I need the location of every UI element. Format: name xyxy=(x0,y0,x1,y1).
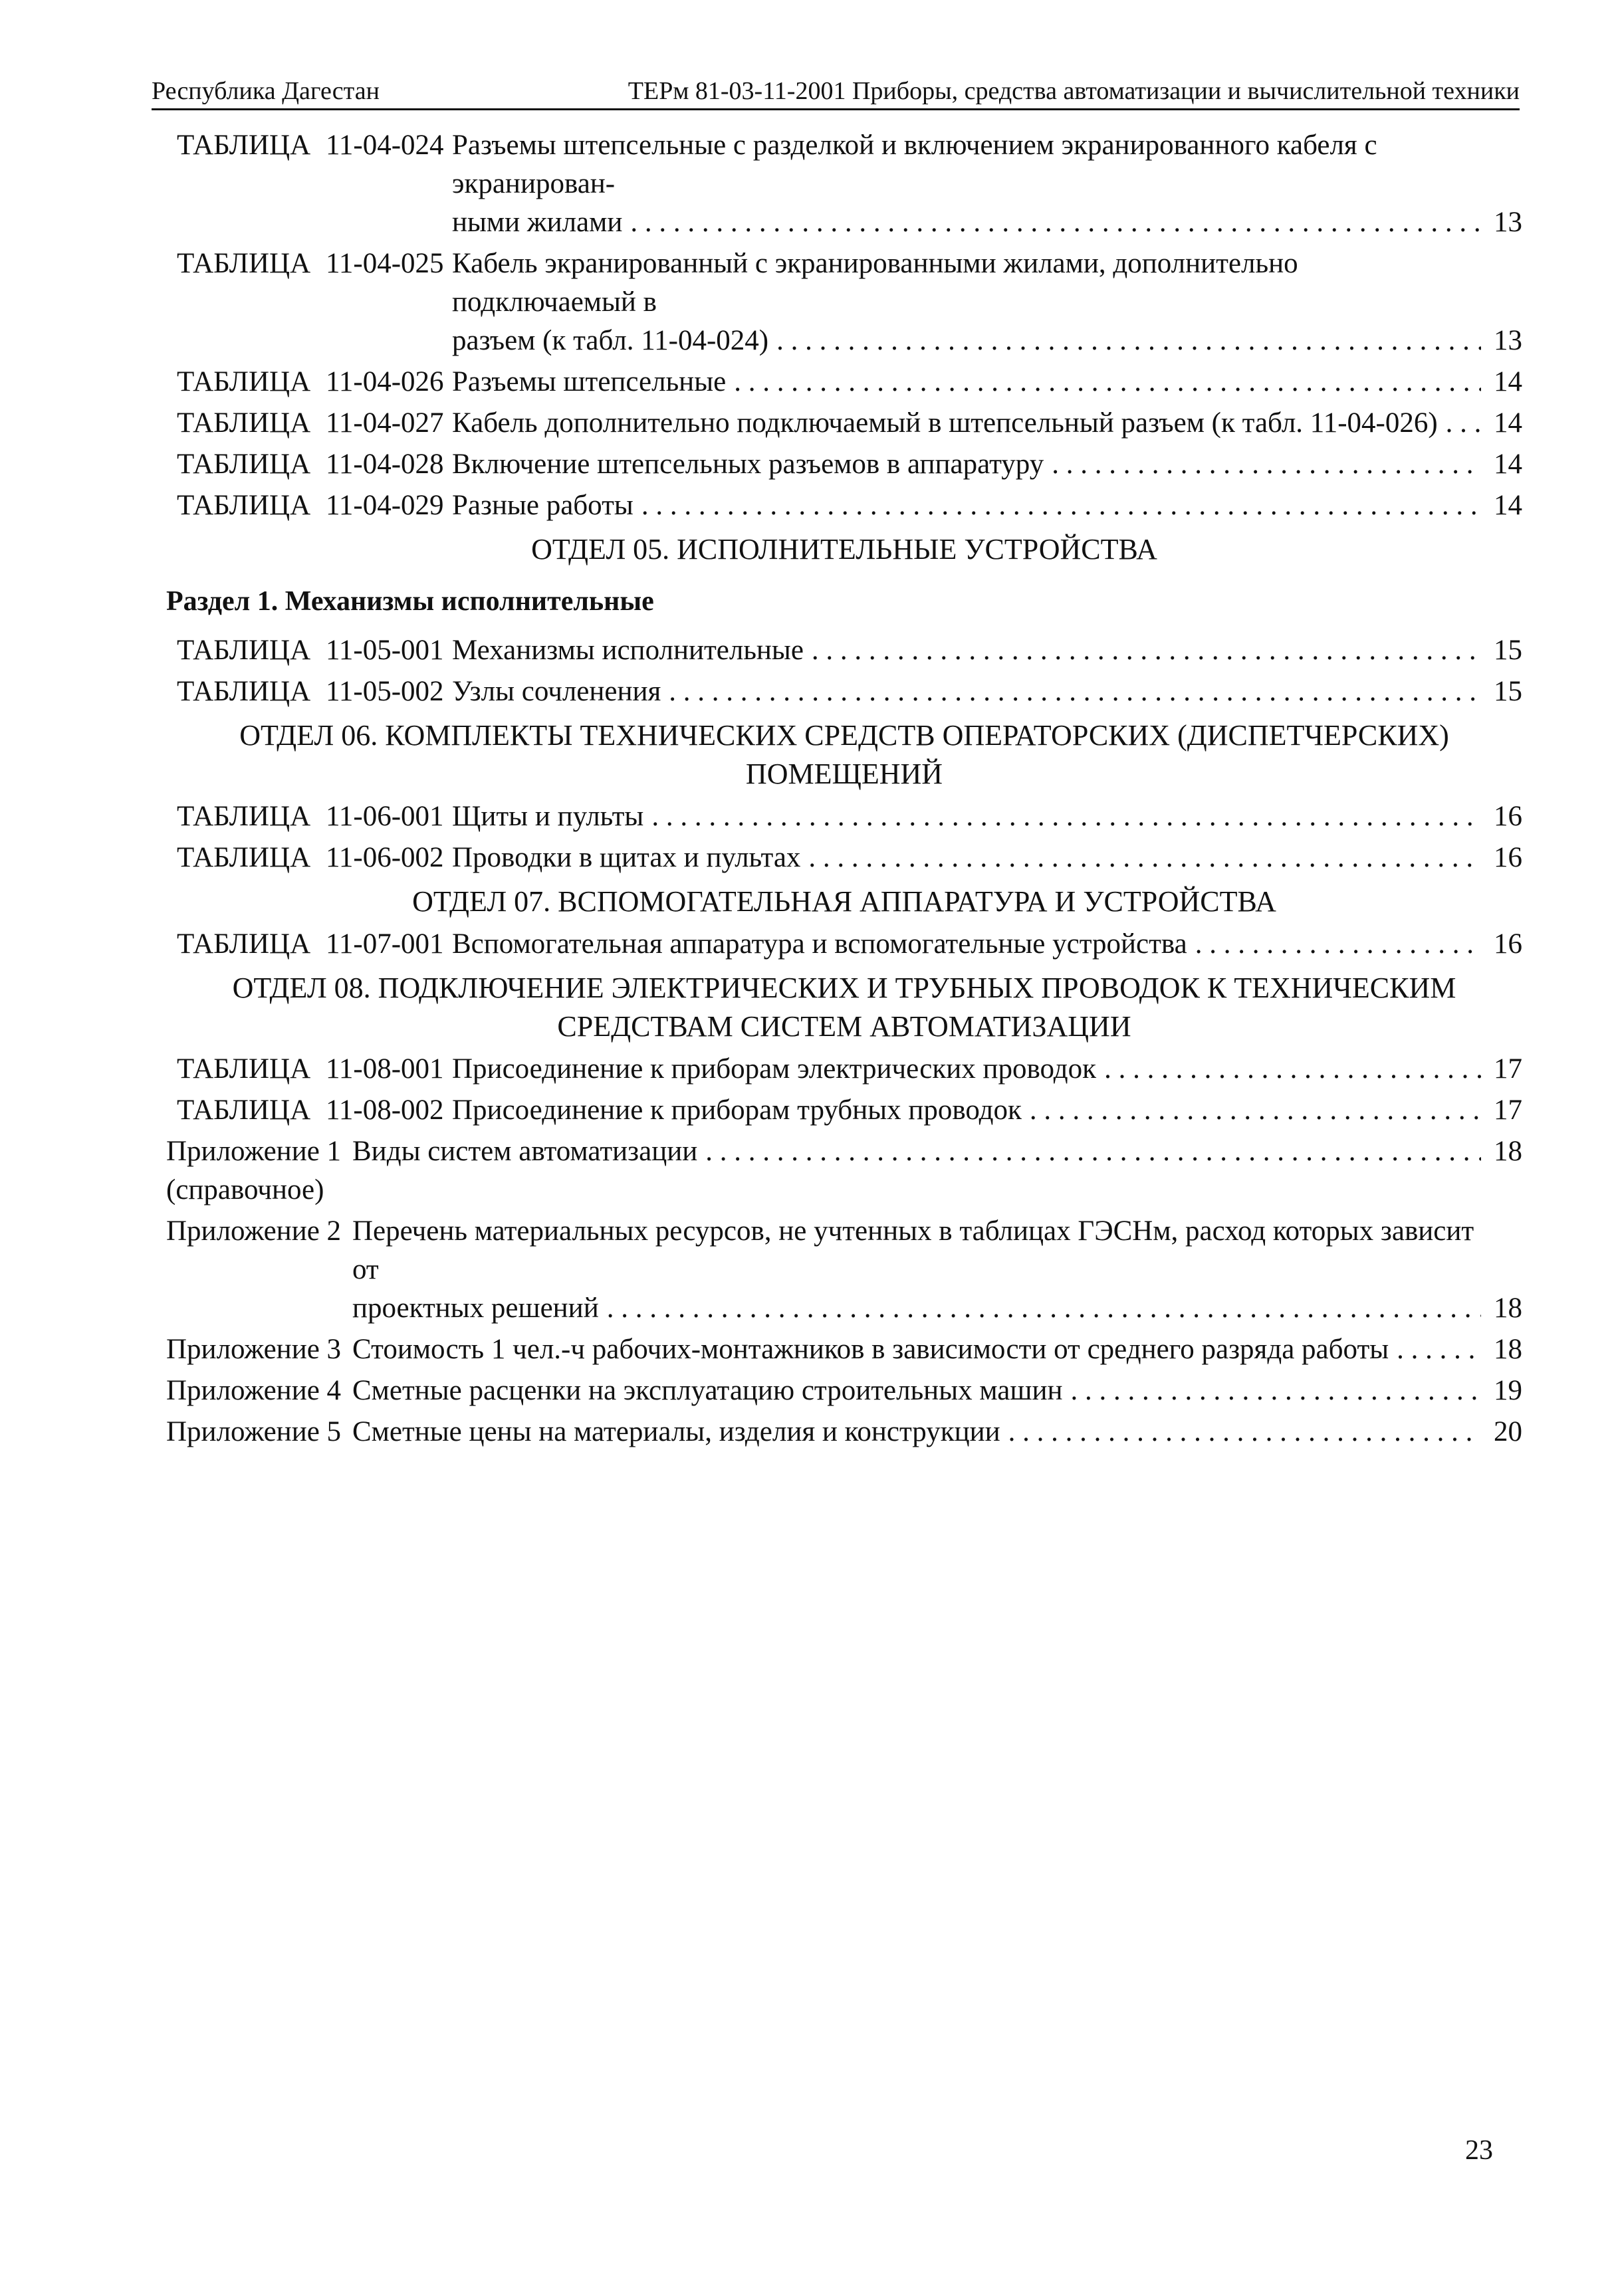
toc-description: Разъемы штепсельные xyxy=(452,366,727,397)
toc-label: ТАБЛИЦА xyxy=(177,366,311,397)
toc-description: Присоединение к приборам электрических проводок xyxy=(452,1053,1097,1085)
toc-entry xyxy=(166,1050,1522,1089)
toc-page: 17 xyxy=(1494,1053,1522,1085)
toc-description: Включение штепсельных разъемов в аппаратуру xyxy=(452,449,1044,480)
appendix-label: Приложение 4 xyxy=(166,1375,342,1406)
header-document-title: ТЕРм 81-03-11-2001 Приборы, средства автоматизации и вычислительной техники xyxy=(628,77,1520,105)
page-number: 23 xyxy=(1465,2135,1493,2166)
toc-entry xyxy=(166,245,1522,360)
toc-description: Узлы сочленения xyxy=(452,676,661,707)
appendix-entry xyxy=(166,1372,1522,1410)
toc-label: ТАБЛИЦА xyxy=(177,490,311,521)
appendix-entry xyxy=(166,1330,1522,1369)
toc-label: ТАБЛИЦА xyxy=(177,801,311,832)
toc-page: 14 xyxy=(1494,366,1522,397)
running-header xyxy=(152,72,1520,110)
toc-entry xyxy=(166,404,1522,443)
toc-entry xyxy=(166,839,1522,877)
toc-entry xyxy=(166,925,1522,964)
toc-code: 11-04-026 xyxy=(326,366,444,397)
dot-leader xyxy=(776,322,1481,360)
dot-leader xyxy=(630,203,1481,242)
toc-entry xyxy=(166,126,1522,242)
toc-code: 11-04-028 xyxy=(326,449,444,480)
appendix-page: 20 xyxy=(1494,1416,1522,1447)
toc-code: 11-07-001 xyxy=(326,928,444,960)
dot-leader xyxy=(669,673,1481,711)
toc-code: 11-04-025 xyxy=(326,248,444,279)
appendix-description: Виды систем автоматизации xyxy=(352,1136,698,1167)
toc-entry xyxy=(166,1091,1522,1130)
dot-leader xyxy=(808,839,1481,877)
dot-leader xyxy=(641,486,1481,525)
appendix-entry xyxy=(166,1132,1522,1209)
toc-page: 14 xyxy=(1494,449,1522,480)
toc-label: ТАБЛИЦА xyxy=(177,928,311,960)
toc-page: 16 xyxy=(1494,928,1522,960)
section-heading-08-line1: ОТДЕЛ 08. ПОДКЛЮЧЕНИЕ ЭЛЕКТРИЧЕСКИХ И ТРУБНЫХ ПРОВОДОК К ТЕХНИЧЕСКИМ xyxy=(232,972,1456,1004)
dot-leader xyxy=(1446,404,1481,443)
toc-description: Кабель дополнительно подключаемый в штепсельный разъем (к табл. 11-04-026) xyxy=(452,407,1438,439)
toc-code: 11-04-024 xyxy=(326,130,444,161)
toc-page: 13 xyxy=(1494,207,1522,238)
toc-code: 11-08-002 xyxy=(326,1095,444,1126)
toc-description: Кабель экранированный с экранированными жилами, дополнительно подключаемый в xyxy=(452,248,1298,318)
toc-description-cont: ными жилами xyxy=(452,207,623,238)
toc-label: ТАБЛИЦА xyxy=(177,635,311,666)
toc-code: 11-06-001 xyxy=(326,801,444,832)
section-heading-05: ОТДЕЛ 05. ИСПОЛНИТЕЛЬНЫЕ УСТРОЙСТВА xyxy=(531,533,1157,566)
toc-description: Разные работы xyxy=(452,490,634,521)
toc-page: 16 xyxy=(1494,801,1522,832)
appendix-page: 18 xyxy=(1494,1334,1522,1365)
appendix-label-group xyxy=(166,1132,341,1209)
toc-label: ТАБЛИЦА xyxy=(177,130,311,161)
appendix-description: Перечень материальных ресурсов, не учтенных в таблицах ГЭСНм, расход которых зависит от xyxy=(352,1215,1474,1285)
appendix-entry xyxy=(166,1413,1522,1451)
appendix-label: Приложение 3 xyxy=(166,1334,342,1365)
appendix-entry xyxy=(166,1212,1522,1328)
table-of-contents xyxy=(166,126,1522,1454)
toc-page: 14 xyxy=(1494,407,1522,439)
toc-label: ТАБЛИЦА xyxy=(177,676,311,707)
toc-entry xyxy=(166,673,1522,711)
toc-description: Щиты и пульты xyxy=(452,801,644,832)
toc-description-cont: разъем (к табл. 11-04-024) xyxy=(452,325,769,356)
dot-leader xyxy=(651,797,1481,836)
toc-code: 11-04-029 xyxy=(326,490,444,521)
toc-description: Проводки в щитах и пультах xyxy=(452,842,801,873)
toc-description: Механизмы исполнительные xyxy=(452,635,804,666)
section-heading-08 xyxy=(166,969,1522,1046)
toc-page: 15 xyxy=(1494,676,1522,707)
toc-entry xyxy=(166,631,1522,670)
appendix-label: Приложение 5 xyxy=(166,1416,342,1447)
toc-description: Присоединение к приборам трубных проводок xyxy=(452,1095,1022,1126)
toc-label: ТАБЛИЦА xyxy=(177,248,311,279)
dot-leader xyxy=(607,1289,1481,1328)
toc-code: 11-04-027 xyxy=(326,407,444,439)
toc-description: Вспомогательная аппаратура и вспомогательные устройства xyxy=(452,928,1187,960)
dot-leader xyxy=(1070,1372,1481,1410)
section-heading-07: ОТДЕЛ 07. ВСПОМОГАТЕЛЬНАЯ АППАРАТУРА И УСТРОЙСТВА xyxy=(412,885,1276,918)
toc-code: 11-08-001 xyxy=(326,1053,444,1085)
toc-page: 15 xyxy=(1494,635,1522,666)
appendix-label: Приложение 2 xyxy=(166,1215,342,1247)
appendix-description: Сметные расценки на эксплуатацию строительных машин xyxy=(352,1375,1063,1406)
dot-leader xyxy=(1195,925,1481,964)
dot-leader xyxy=(812,631,1481,670)
toc-label: ТАБЛИЦА xyxy=(177,449,311,480)
dot-leader xyxy=(734,363,1481,401)
section-heading-06: ОТДЕЛ 06. КОМПЛЕКТЫ ТЕХНИЧЕСКИХ СРЕДСТВ ОПЕРАТОРСКИХ (ДИСПЕТЧЕРСКИХ) ПОМЕЩЕНИЙ xyxy=(239,719,1449,790)
toc-code: 11-05-001 xyxy=(326,635,444,666)
toc-code: 11-05-002 xyxy=(326,676,444,707)
toc-code: 11-06-002 xyxy=(326,842,444,873)
subsection-heading: Раздел 1. Механизмы исполнительные xyxy=(166,586,654,617)
toc-label: ТАБЛИЦА xyxy=(177,407,311,439)
toc-page: 17 xyxy=(1494,1095,1522,1126)
toc-entry xyxy=(166,797,1522,836)
toc-label: ТАБЛИЦА xyxy=(177,1053,311,1085)
appendix-page: 19 xyxy=(1494,1375,1522,1406)
appendix-label: Приложение 1 xyxy=(166,1136,342,1167)
toc-page: 13 xyxy=(1494,325,1522,356)
toc-description: Разъемы штепсельные с разделкой и включением экранированного кабеля с экранирован- xyxy=(452,130,1377,199)
section-heading-08-line2: СРЕДСТВАМ СИСТЕМ АВТОМАТИЗАЦИИ xyxy=(557,1010,1131,1043)
dot-leader xyxy=(1052,445,1481,484)
toc-label: ТАБЛИЦА xyxy=(177,1095,311,1126)
toc-entry xyxy=(166,445,1522,484)
dot-leader xyxy=(1397,1330,1481,1369)
dot-leader xyxy=(705,1132,1481,1171)
appendix-note: (справочное) xyxy=(166,1174,324,1205)
appendix-description-cont: проектных решений xyxy=(352,1293,599,1324)
toc-page: 14 xyxy=(1494,490,1522,521)
toc-entry xyxy=(166,486,1522,525)
toc-label: ТАБЛИЦА xyxy=(177,842,311,873)
dot-leader xyxy=(1008,1413,1481,1451)
appendix-description: Стоимость 1 чел.-ч рабочих-монтажников в зависимости от среднего разряда работы xyxy=(352,1334,1389,1365)
appendix-description: Сметные цены на материалы, изделия и конструкции xyxy=(352,1416,1000,1447)
dot-leader xyxy=(1104,1050,1481,1089)
toc-entry xyxy=(166,363,1522,401)
dot-leader xyxy=(1030,1091,1481,1130)
toc-page: 16 xyxy=(1494,842,1522,873)
appendix-page: 18 xyxy=(1494,1293,1522,1324)
header-region: Республика Дагестан xyxy=(152,77,380,105)
appendix-page: 18 xyxy=(1494,1136,1522,1167)
